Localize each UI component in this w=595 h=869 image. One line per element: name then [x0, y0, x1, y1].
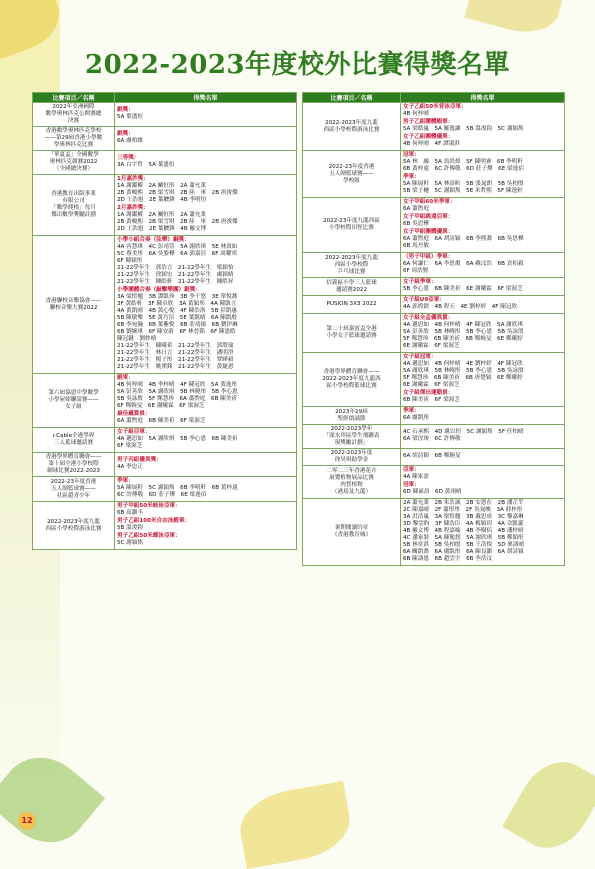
awardee-names: 5C 謝穎雋: [117, 540, 144, 546]
competition-name: 暑期閱讀約章 《香港教育城》: [303, 499, 401, 566]
awardee-cell: [401, 407, 565, 425]
competition-name: 香港學界體育聯會—— 第十屆全港小學校際 網球比賽2022-2023: [33, 453, 115, 477]
awardee-cell: [401, 278, 565, 296]
awardee-cell: [401, 499, 565, 566]
page-title: 2022-2023年度校外比賽得獎名單: [84, 50, 511, 80]
award-title: 女子組全盃優異賞：: [403, 315, 454, 321]
awardee-names: 4A 邁思如 4B 何梓晴 4E 劉梓婷 4F 陳冠欣 5A 謝欣琪 5B 林曉彤 5B 李心恩 5B 吳詠殷 5F 鄭慧珍 6B 陳美祈 6B 唐楚穎 6E 鄭曦婷 6E 謝曦霖 6F 梁渥芝: [403, 361, 524, 388]
award-title: 銀獎：: [117, 131, 134, 137]
awardee-cell: [401, 198, 565, 253]
awards-table-left: [32, 92, 297, 550]
award-title: 女子組傑出運動員：: [403, 390, 454, 396]
award-title: 男子丙組優異獎：: [117, 457, 162, 463]
awards-table-right: [302, 92, 565, 566]
award-group: [403, 199, 562, 213]
table-row: [33, 236, 297, 374]
competition-name: 「華夏盃」全國數學 奧林匹克競賽2022 （全國總決賽）: [33, 151, 115, 175]
awardee-cell: [401, 253, 565, 278]
awardee-names: 5B 李心恩 6B 陳美祈 6E 謝曦霖 6F 梁渥芝: [403, 286, 523, 292]
award-title: 亞軍：: [403, 467, 420, 473]
awardee-names: 6B 高灝丰: [117, 510, 143, 516]
awardee-cell: [401, 466, 565, 499]
awardee-names: 2A 蕭允業 2B 朱浩誠 2B 安恩在 2B 潘芷羋 2C 陳嘉晴 2F 蕭彤彤 2F 吳晁峻 3A 薛梓彤 3A 洪浩嵐 3A 梁愷翹 3B 戴思成 3C 黎嘉琳 3D 黎雲昀 3F 陳浩臣 4A 梅穎玥 4A 佘凱靈 4B 羅文博 4B 程嘉喻 4B 李樹佰 4B 潘梓晴 4C 潘家裝 5A 陳衛悠 5A 謝欣琪 5B 鄭穎彤 5B 林奕淇 5B 吳柏殷 5B 王浩悅 5D 麥濤晴 6A 關凱喬 6A 盧凱彤 6A 陳良灝 6A 胡詩穎 6B 陳濤恩 6B 趙雲宇 6B 李浩汶: [403, 500, 525, 562]
table-header-row: [33, 93, 297, 103]
award-title: 小學團體合奏（敲擊樂團）銀獎：: [117, 287, 201, 293]
awardee-cell: [401, 151, 565, 198]
page-number: 12: [18, 812, 36, 830]
header-competition: 比賽項目／名稱: [33, 93, 115, 103]
table-row: [303, 278, 565, 296]
awardee-names: 1A 謝鑑權 2A 關恒彤 2A 蕭允業 2B 黃峻熙 2B 梁雪琪 2B 陸 軍 2B 唐浚傑 2D 王浩旭 2E 葉駿鋒 4B 李明恒: [117, 183, 238, 203]
awardee-names: 4A 邁思如 5A 謝欣琪 5B 李心恩 6B 陳美祈 6F 梁渥芝: [117, 436, 238, 449]
table-row: [303, 198, 565, 253]
award-title: 季軍：: [117, 478, 134, 484]
table-row: [33, 428, 297, 453]
decorative-leaf: [502, 749, 595, 862]
header-awardees: 得獎名單: [401, 93, 565, 103]
award-group: [117, 375, 294, 410]
awardee-names: 6D 陳浠昂 6D 黃翊晴: [403, 489, 462, 495]
table-row: [33, 453, 297, 477]
awardee-names: 6A 何謙仁 6A 李思俊 6A 蘇汶浩 6B 貢栢毅 6F 周浩賢: [403, 261, 524, 274]
awardee-names: 3A 白宇哲 5A 葉盛恒: [117, 162, 175, 168]
competition-name: 2022-2023年度九龍 西區小學校際游泳比賽: [303, 103, 401, 151]
awardee-names: 6B 陳美祈 6F 梁渥芝: [403, 397, 460, 403]
award-group: [403, 254, 562, 275]
award-group: [403, 174, 562, 195]
table-row: [33, 175, 297, 236]
table-row: [303, 314, 565, 353]
header-awardees: 得獎名單: [115, 93, 297, 103]
award-group: [117, 155, 294, 169]
awardee-cell: [115, 175, 297, 236]
award-group: [403, 500, 562, 563]
award-group: [403, 315, 562, 350]
award-title: 冠軍：: [403, 152, 420, 158]
competition-name: 2022-2023年度 徐昊琪助學金: [303, 449, 401, 466]
award-group: [117, 131, 294, 145]
table-row: [303, 407, 565, 425]
awardee-cell: [401, 103, 565, 151]
award-title: 最佳蘊算員：: [117, 411, 151, 417]
award-title: 女子乙組50米背泳亞軍：: [403, 104, 467, 110]
table-body-left: [33, 103, 297, 550]
award-title: 男子甲組50米蛙泳亞軍：: [117, 503, 181, 509]
competition-name: 香港數學奧林匹克學校 ——第29屆香港小學數 學奧林匹克比賽: [33, 127, 115, 151]
award-title: 三等獎：: [117, 155, 140, 161]
award-group: [403, 214, 562, 228]
awardee-names: 5A 陳展軒 5C 謝穎雋 6B 李明軒 6B 黃梓遠 6C 許傳敬 6D 莊子燁 6E 梁逸佰: [117, 485, 238, 498]
award-group: [403, 482, 562, 496]
table-body-right: [303, 103, 565, 566]
competition-name: 2022-2023學年 「深水埗區學生飛躍表 現獎勵計劃」: [303, 425, 401, 449]
competition-name: 香港教育出版事業 有限公司 「數學爬格」每月 傑出數學獎勵計劃: [33, 175, 115, 236]
awardee-cell: [115, 103, 297, 127]
award-group: [117, 518, 294, 532]
award-group: [117, 411, 294, 425]
awardee-names: 5A 梁皓嵐 5A 羅逸讓 5B 溫浚鈞 5C 謝穎雋: [403, 126, 524, 132]
competition-name: 2022-23年度香港 五人制籃球賽—— 學校組: [303, 151, 401, 198]
competition-name: 第六屆協恩中學數學 小學屋邨聯誼賽—— 女子組: [33, 374, 115, 428]
award-title: 女子乙組團體優異：: [403, 134, 454, 140]
award-group: [403, 408, 562, 422]
award-group: [117, 478, 294, 499]
awardee-cell: [115, 236, 297, 374]
competition-name: 2022年亞洲國際 數學奧林匹克公開賽總 決賽: [33, 103, 115, 127]
awardee-cell: [401, 449, 565, 466]
table-row: [33, 151, 297, 175]
award-group: [117, 503, 294, 517]
awardee-cell: [401, 296, 565, 314]
awardee-cell: [401, 353, 565, 407]
competition-name: 二零二三年香港花卉 展覽植物展品比賽 肉質植物 （港島及九龍）: [303, 466, 401, 499]
award-title: 男子乙組100米自由泳殿軍：: [117, 518, 191, 524]
awardee-cell: [115, 151, 297, 175]
award-title: 冠軍：: [403, 482, 420, 488]
competition-name: PUSION 3X3 2022: [303, 296, 401, 314]
table-row: [33, 127, 297, 151]
awardee-cell: [115, 374, 297, 428]
award-title: 小學小組合奏（弦樂）銅獎：: [117, 237, 190, 243]
table-row: [33, 502, 297, 550]
table-row: [303, 425, 565, 449]
awardee-names: 4A 李忠正: [117, 464, 143, 470]
awardee-names: 6A 胡詩穎 6B 鄭婉旻: [403, 453, 461, 459]
awardee-cell: [115, 477, 297, 502]
table-row: [303, 466, 565, 499]
awardee-names: 4B 何梓晴 4B 李梓晴 4F 陳冠欣 5A 黃逸彤 5A 彭善欣 5A 謝欣琪 5B 林曉彤 5B 李心恩 5B 吳詠殷 5F 鄭慧珍 6A 蕭煦庭 6B 陳美祈 6F 鄭婉旻 6E 謝曦霖 6F 梁渥芝: [117, 382, 238, 409]
award-title: 季軍：: [403, 174, 420, 180]
table-row: [33, 477, 297, 502]
award-title: 女子甲組跳遠亞軍：: [403, 214, 454, 220]
awardee-cell: [115, 453, 297, 477]
award-group: [117, 107, 294, 121]
table-row: [303, 253, 565, 278]
award-group: [117, 429, 294, 450]
award-title: 男子乙組50米蝶泳亞軍：: [117, 533, 181, 539]
award-title: 女子組亞軍：: [117, 429, 151, 435]
awardee-names: 4A 容慧琪 4C 彭靖萱 5A 謝欣琪 5E 林熹如 5C 蔡美彤 6A 吳姿樺 6A 郭嘉渲 6F 周耀邦 6F 陳穎彤 21-22學年生 郭浩言 21-22學年生 梁穎怡 21-22學年生 徐穎宏 21-22學年生 盧穎晴 21-22學年生 鍾皓軒 21-22學年生 鍾皓昇: [117, 244, 238, 285]
award-group: [403, 229, 562, 250]
award-title: 殿軍：: [117, 375, 134, 381]
competition-name: 2023年29屆 聖經朗誦節: [303, 407, 401, 425]
decorative-leaf: [235, 781, 355, 869]
awardee-cell: [115, 428, 297, 453]
competition-name: 第二十屆嘉賓盃全港 小學女子籃球邀請賽: [303, 314, 401, 353]
award-group: [117, 205, 294, 233]
awardee-names: 6B 吳思樺: [403, 221, 429, 227]
awardee-names: 3A 梁愷翹 3B 譚凱珍 3B 李千悠 3E 單悅蕎 3F 黃皓軒 3F 陳卓欣 3A 黃穎彤 4A 陳凱言 4A 黃凱晴 4B 黃心悅 4F 陳浩洛 5B 彭凱惠 5B 陳敏樂 5E 黃巧渲 5E 葉凱晴 6A 陳凱殷 6B 李宛瀚 6B 葉紫悅 6B 莊靖揚 6B 劉伊琳 6B 劉婉琪 6F 陳安蔚 6F 林晉銘 6F 陳恩皓 陳冠鍵 劉妙晴 21-22學年生 陳曦希 21-22學年生 郭殷瑜 21-22學年生 林日言 21-22學年生 潘明澄 21-22學年生 楊子彤 21-22學年生 覃曄毅 21-22學年生 姚澤銘 21-22學年生 黃婕恩: [117, 294, 238, 370]
competition-name: 香港學界體育聯會—— 2022-2023年度九龍西 區小學校際籃球比賽: [303, 353, 401, 407]
award-group: [403, 134, 562, 148]
award-group: [403, 119, 562, 133]
award-group: [403, 152, 562, 173]
award-title: （男子甲組）季軍：: [403, 254, 454, 260]
award-title: 1月嘉許獎：: [117, 176, 149, 182]
award-title: 2月嘉許獎：: [117, 205, 149, 211]
awardee-cell: [115, 502, 297, 550]
awardee-names: 6A 蕭煦庭 6B 陳美祈 6F 梁渥芝: [117, 418, 206, 424]
award-group: [403, 279, 562, 293]
awardee-names: 4A 郭煌鎂 4B 程天 4E 劉梓婷 4F 陳冠欣: [403, 304, 518, 310]
award-group: [117, 457, 294, 471]
award-group: [117, 533, 294, 547]
award-group: [403, 453, 562, 460]
award-title: 女子組U9亞軍：: [403, 297, 445, 303]
award-title: 男子乙組團體殿軍：: [403, 119, 454, 125]
table-row: [33, 103, 297, 127]
awardee-names: 4C 石承熙 4D 盧以恒 5C 謝穎雋 5F 任柏晴 6A 梁淳竣 6C 許傳敬: [403, 429, 524, 442]
table-row: [303, 353, 565, 407]
award-group: [403, 354, 562, 389]
award-title: 季軍：: [403, 408, 420, 414]
award-title: 女子甲組60米季軍：: [403, 199, 456, 205]
award-group: [117, 176, 294, 204]
table-row: [303, 499, 565, 566]
table-row: [303, 103, 565, 151]
table-row: [303, 449, 565, 466]
competition-name: 2022-23年度九龍西區 小學校際田徑比賽: [303, 198, 401, 253]
award-group: [403, 104, 562, 118]
award-group: [403, 429, 562, 443]
table-row: [303, 151, 565, 198]
awardee-cell: [401, 425, 565, 449]
awardee-names: 6A 蕭煦庭 6A 胡詩穎 6B 李熙蕎 6B 吳思樺 6B 馬丹敏: [403, 236, 524, 249]
awardee-names: 4B 何梓晴: [403, 111, 429, 117]
award-title: 女子組季軍：: [403, 279, 437, 285]
award-group: [403, 297, 562, 311]
awardee-names: 4A 陳家盈: [403, 474, 429, 480]
competition-name: i-Cable全港學界 三人籃球邀請賽: [33, 428, 115, 453]
awardee-names: 6A 蕭煦庭: [403, 206, 429, 212]
header-competition: 比賽項目／名稱: [303, 93, 401, 103]
award-title: 銀獎：: [117, 107, 134, 113]
awardee-names: 1A 謝鑑權 2A 關恒彤 2A 蕭允業 2B 黃峻熙 2B 梁雪琪 2B 陸 軍 2B 唐浚傑 2D 王浩旭 2E 葉駿鋒 4B 羅文博: [117, 212, 238, 232]
decorative-leaf: [464, 0, 565, 41]
table-row: [33, 374, 297, 428]
awardee-names: 6A 盧柏維: [117, 138, 143, 144]
competition-name: 2022-2023年度九龍 西區小學校際游泳比賽: [33, 502, 115, 550]
awardee-names: 4A 邁思如 4B 何梓晴 4F 陳冠欣 5A 謝欣琪 5A 彭善欣 5B 林曉彤 5B 李心恩 5B 吳詠殷 5F 鄭慧珍 6B 陳美祈 6B 鄭婉旻 6E 鄭曦婷 6E 謝曦霖 6F 梁渥芝: [403, 322, 524, 349]
awardee-names: 6A 盧凱彤: [403, 415, 429, 421]
competition-name: 2022-2023年度九龍 西區小學校際 乒乓球比賽: [303, 253, 401, 278]
awardee-cell: [401, 314, 565, 353]
awardee-names: 5A 葉盛恒: [117, 114, 143, 120]
awardee-cell: [115, 127, 297, 151]
award-group: [117, 237, 294, 286]
award-group: [117, 287, 294, 371]
table-row: [303, 296, 565, 314]
competition-name: 香港聯校音樂協會—— 聯校音樂大賽2022: [33, 236, 115, 374]
awardee-names: 5B 溫浚鈞: [117, 525, 143, 531]
award-title: 女子甲組團體優異：: [403, 229, 454, 235]
awardee-names: 5A 陳展軒 5A 林添昕 5B 張晁朗 5B 吳柏殷 5B 梁子樾 5C 謝穎雋 5E 米哲熙 5F 陳逸軒: [403, 181, 524, 194]
award-group: [403, 467, 562, 481]
table-header-row: [303, 93, 565, 103]
competition-name: 2022-23年度香港 五人制籃球賽—— 社區超青少年: [33, 477, 115, 502]
awardee-names: 4B 何梓晴 4F 譚淑淇: [403, 141, 460, 147]
awardee-names: 5A 林 融 5A 翁尚焯 5F 陳明睿 6B 李明軒 6B 黃梓遠 6C 許傳敬 6D 莊子燁 6E 梁逸佰: [403, 159, 524, 172]
award-group: [403, 390, 562, 404]
competition-name: 信義區小學三人籃球 邀請賽2022: [303, 278, 401, 296]
award-title: 女子組冠軍：: [403, 354, 437, 360]
